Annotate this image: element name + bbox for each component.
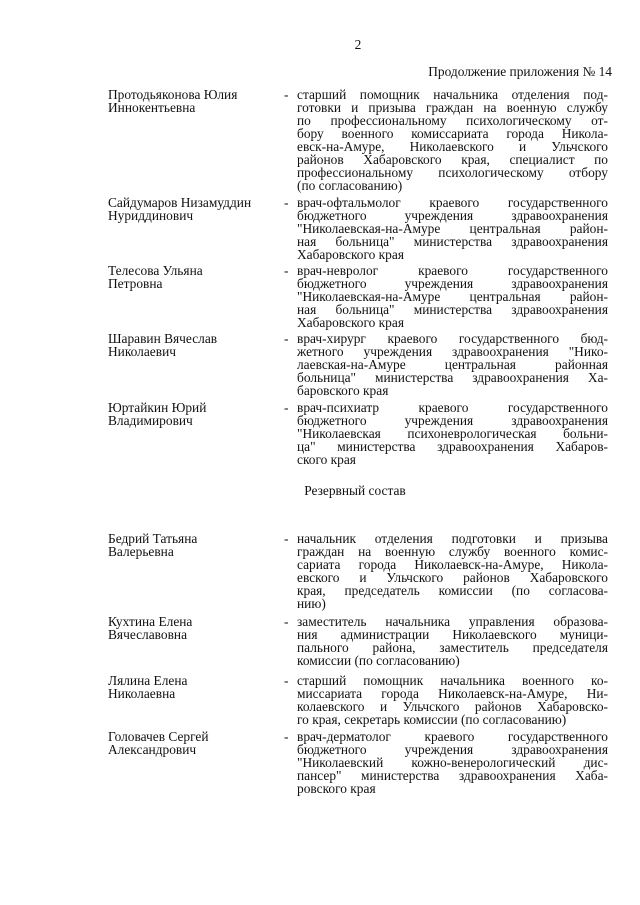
dash: -	[284, 195, 289, 210]
page-number: 2	[354, 37, 362, 52]
continuation-label: Продолжение приложения № 14	[428, 64, 612, 79]
member-name: Юртайкин Юрий Владимирович	[108, 400, 207, 428]
member-description: врач-невролог краевого государственного бюджетного учреждения здравоохранения "Николаевская-на-Амуре центральная район- ная больница" министерства здравоохранения Хабаровского края	[297, 263, 608, 330]
dash: -	[284, 263, 289, 278]
member-name: Лялина Елена Николаевна	[108, 673, 188, 701]
member-description: врач-хирург краевого государственного бюд- жетного учреждения здравоохранения "Нико- лаевская-на-Амуре центральная районная больница" министерства здравоохранения Ха- баровского края	[297, 331, 608, 398]
reserve-section-title: Резервный состав	[304, 483, 406, 498]
dash: -	[284, 87, 289, 102]
member-name: Кухтина Елена Вячеславовна	[108, 614, 193, 642]
member-description: старший помощник начальника отделения под- готовки и призыва граждан на военную службу по профессиональному психологическому от- бору военного комиссариата города Никола- евск-на-Амуре, Николаевского и Ульчского районов Хабаровского края, специалист по профессиональному психологическому отбору (по согласованию)	[297, 87, 608, 193]
member-description: заместитель начальника управления образова- ния администрации Николаевского муници- пального района, заместитель председателя комиссии (по согласованию)	[297, 614, 608, 668]
member-description: старший помощник начальника военного ко- миссариата города Николаевск-на-Амуре, Ни- колаевского и Ульчского районов Хабаровско- го края, секретарь комиссии (по согласованию)	[297, 673, 608, 727]
dash: -	[284, 614, 289, 629]
dash: -	[284, 729, 289, 744]
member-description: врач-офтальмолог краевого государственного бюджетного учреждения здравоохранения "Николаевская-на-Амуре центральная район- ная больница" министерства здравоохранения Хабаровского края	[297, 195, 608, 262]
dash: -	[284, 531, 289, 546]
member-description: врач-дерматолог краевого государственного бюджетного учреждения здравоохранения "Николаевский кожно-венерологический дис- пансер" министерства здравоохранения Хаба- ровского края	[297, 729, 608, 796]
member-name: Бедрий Татьяна Валерьевна	[108, 531, 198, 559]
dash: -	[284, 673, 289, 688]
dash: -	[284, 400, 289, 415]
member-name: Шаравин Вячеслав Николаевич	[108, 331, 218, 359]
member-name: Протодьяконова Юлия Иннокентьевна	[108, 87, 238, 115]
member-description: врач-психиатр краевого государственного бюджетного учреждения здравоохранения "Николаевская психоневрологическая больни- ца" министерства здравоохранения Хабаров- ского края	[297, 400, 608, 467]
dash: -	[284, 331, 289, 346]
member-description: начальник отделения подготовки и призыва граждан на военную службу военного комис- сариата города Николаевск-на-Амуре, Никола- евского и Ульчского районов Хабаровского края, председатель комиссии (по согласова- нию)	[297, 531, 608, 611]
member-name: Сайдумаров Низамуддин Нуриддинович	[108, 195, 252, 223]
member-name: Телесова Ульяна Петровна	[108, 263, 203, 291]
member-name: Головачев Сергей Александрович	[108, 729, 209, 757]
